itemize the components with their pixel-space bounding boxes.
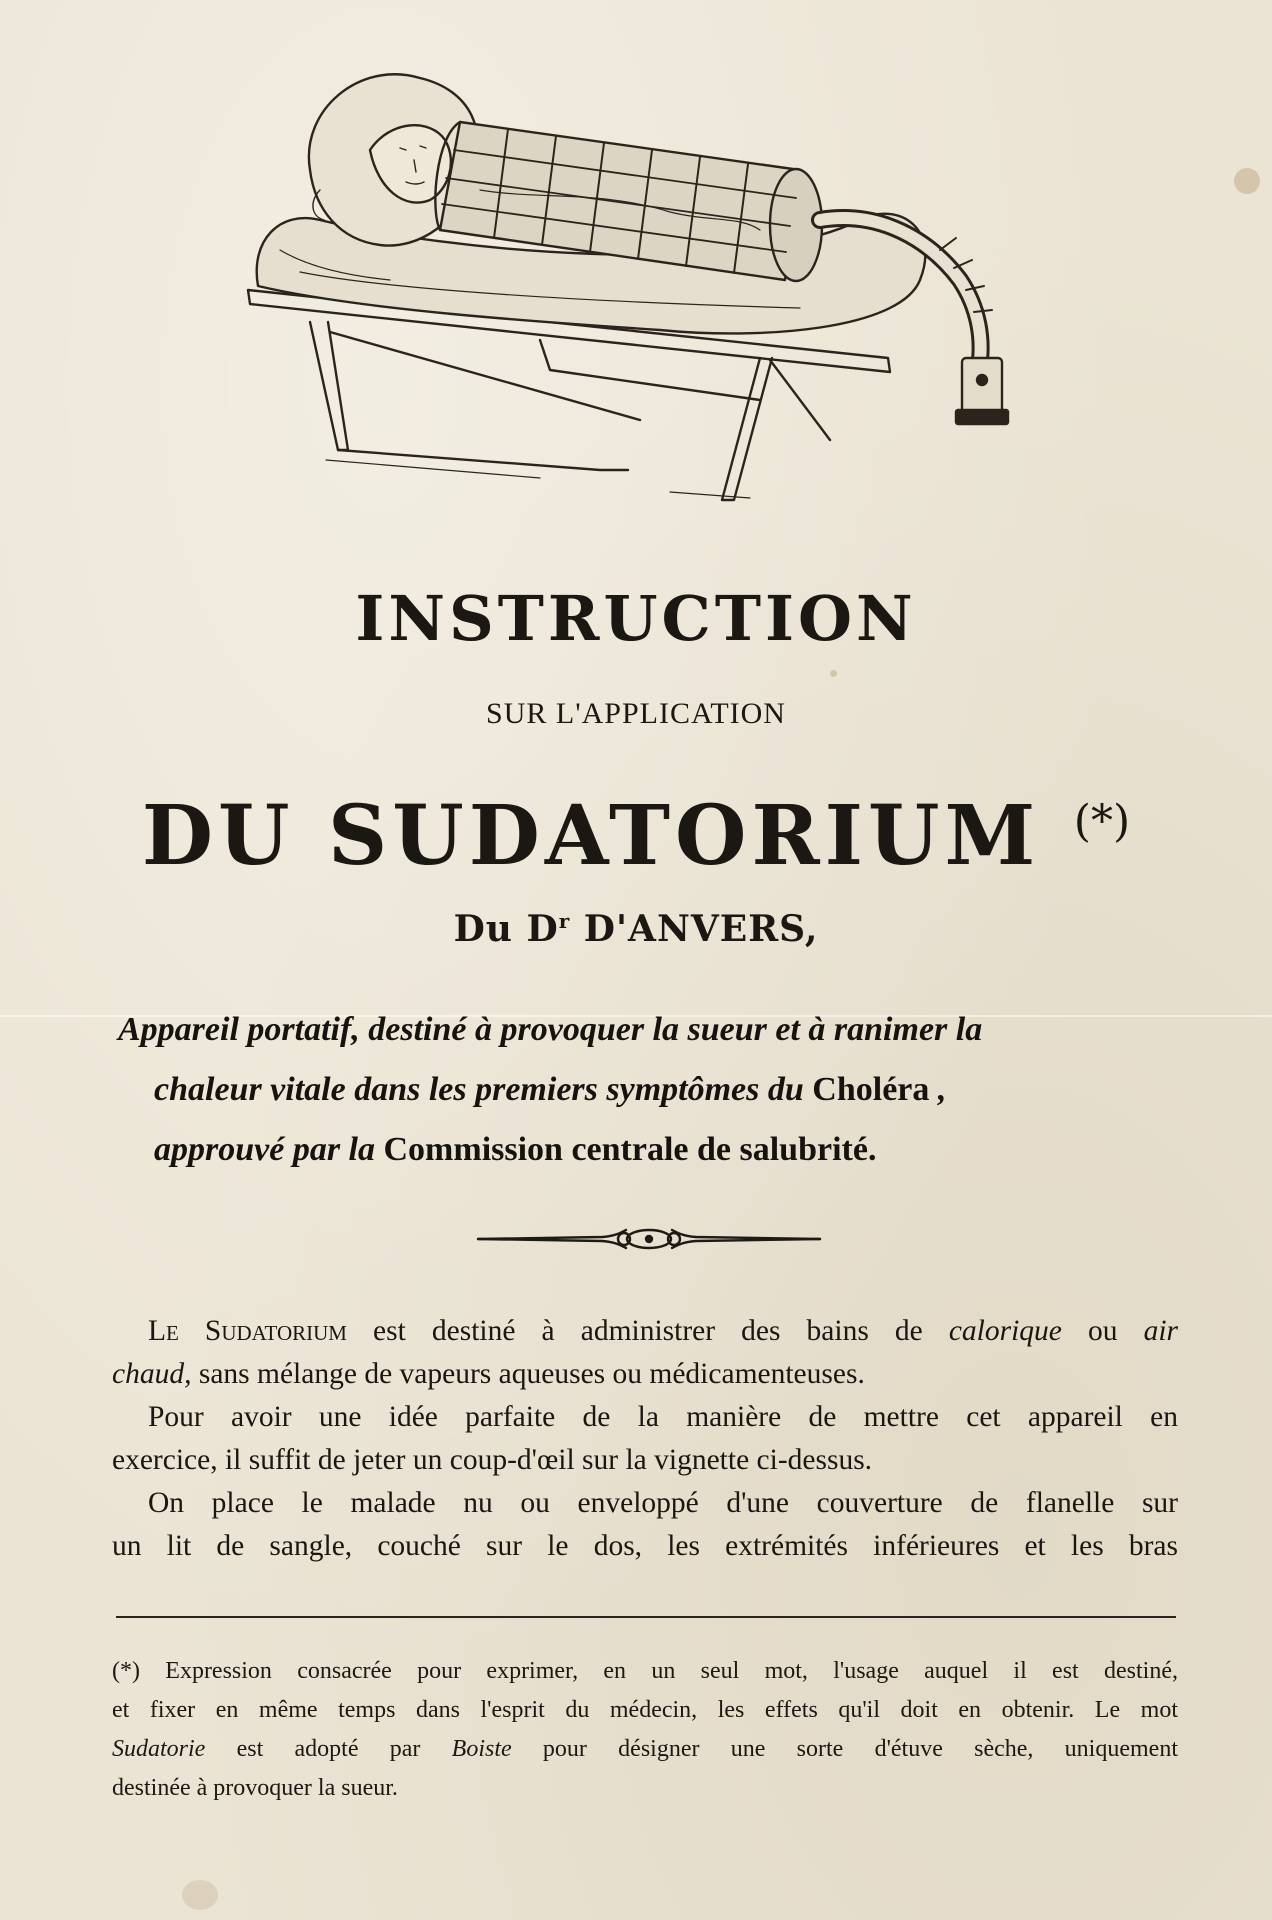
- footnote-line: [112, 1730, 1178, 1769]
- description-line: [118, 1120, 1186, 1180]
- description-text: Commission centrale de salubrité.: [383, 1131, 877, 1168]
- body-text-italic: chaud,: [112, 1358, 192, 1390]
- footnote-italic: Sudatorie: [112, 1736, 206, 1762]
- body-line: On place le malade nu ou enveloppé d'une couverture de flanelle sur: [148, 1487, 1178, 1519]
- body-line: [112, 1310, 1178, 1353]
- author-name: D'ANVERS,: [570, 908, 819, 950]
- footnote: [112, 1652, 1178, 1808]
- footnote-text: est adopté par: [205, 1736, 452, 1762]
- body-text-italic: air: [1143, 1315, 1179, 1347]
- description-block: [118, 1000, 1186, 1180]
- ornamental-divider: [476, 1222, 822, 1256]
- footnote-marker: (*): [1073, 796, 1131, 847]
- footnote-line: (*) Expression consacrée pour exprimer, en un seul mot, l'usage auquel il est destiné,: [112, 1658, 1178, 1684]
- body-line: un lit de sangle, couché sur le dos, les extrémités inférieures et les bras: [112, 1530, 1178, 1562]
- author-line: [0, 908, 1272, 950]
- author-prefix: Du D: [453, 908, 559, 950]
- page-title: INSTRUCTION: [355, 582, 917, 655]
- paper-stain: [182, 1880, 218, 1910]
- footnote-italic: Boiste: [451, 1736, 512, 1762]
- description-line: [118, 1060, 1186, 1120]
- description-line: Appareil portatif, destiné à provoquer la sueur et à ranimer la: [118, 1011, 983, 1048]
- page-subtitle: SUR L'APPLICATION: [486, 697, 786, 730]
- body-text: est destiné à administrer des bains de: [346, 1315, 949, 1347]
- author-sup: r: [558, 909, 571, 933]
- main-title-text: DU SUDATORIUM: [141, 788, 1041, 884]
- footnote-line: destinée à provoquer la sueur.: [112, 1775, 398, 1801]
- body-line: [112, 1353, 1178, 1396]
- sudatorium-bed-illustration: [240, 40, 1040, 530]
- body-text: [112, 1310, 1178, 1568]
- main-title: [0, 788, 1272, 884]
- body-line: Pour avoir une idée parfaite de la manière de mettre cet appareil en: [148, 1401, 1178, 1433]
- paper-stain: [1234, 168, 1260, 194]
- paper-stain: [830, 670, 837, 677]
- description-text: approuvé par la: [154, 1131, 384, 1168]
- footnote-line: et fixer en même temps dans l'esprit du médecin, les effets qu'il doit en obtenir. Le mot: [112, 1697, 1178, 1723]
- body-text: sans mélange de vapeurs aqueuses ou médicamenteuses.: [191, 1358, 865, 1390]
- body-line: exercice, il suffit de jeter un coup-d'œil sur la vignette ci-dessus.: [112, 1444, 873, 1476]
- body-text: ou: [1061, 1315, 1144, 1347]
- description-text: chaleur vitale dans les premiers symptômes du: [154, 1071, 813, 1108]
- body-text-sc: Le Sudatorium: [148, 1315, 347, 1347]
- description-text: ,: [929, 1071, 947, 1108]
- description-text: Choléra: [812, 1071, 930, 1108]
- footnote-text: pour désigner une sorte d'étuve sèche, uniquement: [511, 1736, 1178, 1762]
- body-text-italic: calorique: [948, 1315, 1062, 1347]
- footnote-rule: [116, 1616, 1176, 1618]
